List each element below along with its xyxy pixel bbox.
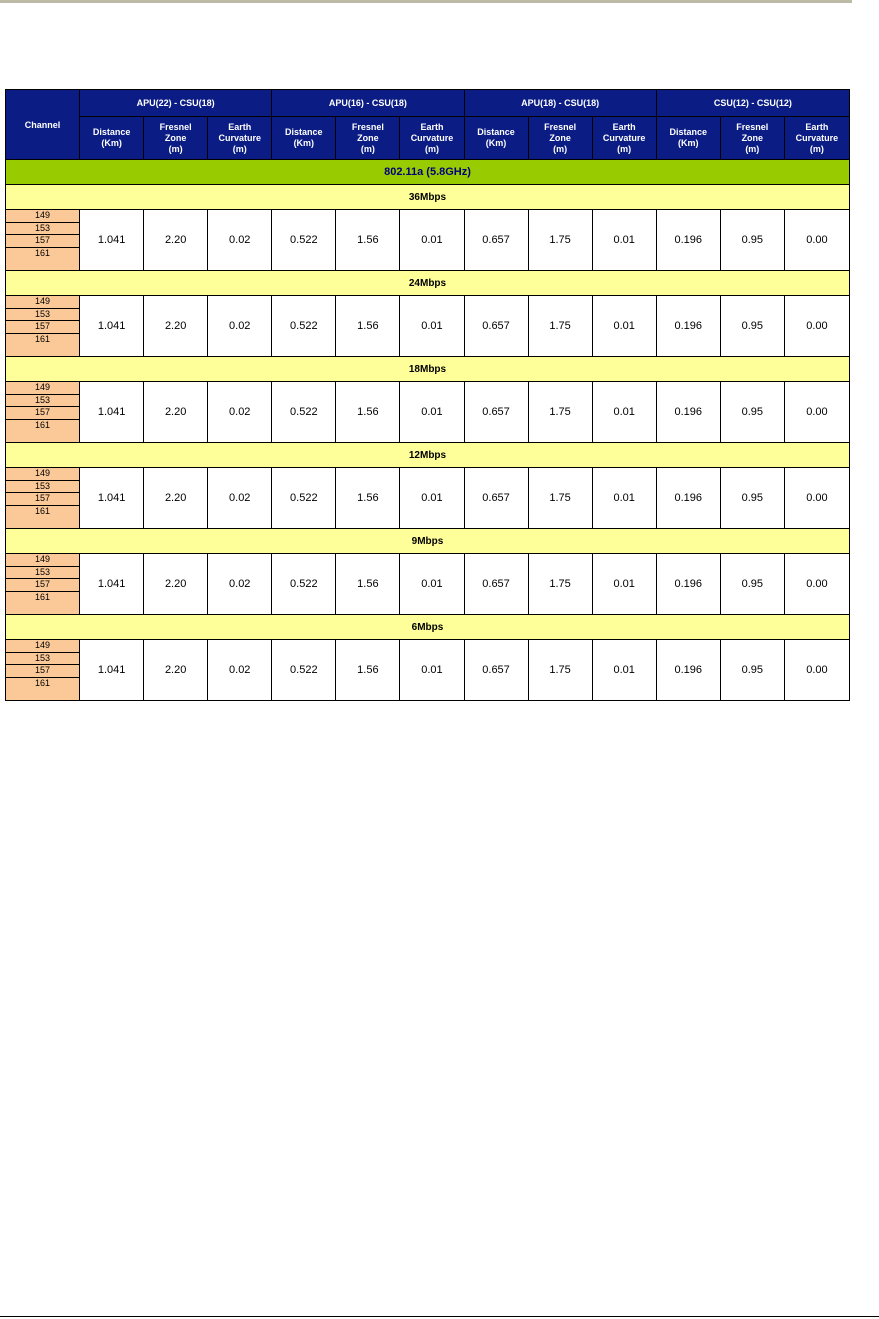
channel-list [6, 554, 80, 615]
value-cell: 0.00 [784, 296, 849, 357]
value-cell: 1.56 [336, 296, 400, 357]
channel-number: 153 [6, 309, 79, 322]
value-cell: 2.20 [144, 210, 208, 271]
column-header-line: (m) [424, 143, 439, 154]
value-cell: 1.75 [528, 296, 592, 357]
column-header [592, 117, 656, 160]
column-header-line: Distance [92, 127, 131, 137]
value-cell: 1.75 [528, 554, 592, 615]
column-header-line: Curvature [602, 132, 646, 143]
value-cell: 0.196 [656, 210, 720, 271]
value-cell: 0.657 [464, 640, 528, 701]
rate-label: 36Mbps [6, 185, 850, 210]
rate-label: 6Mbps [6, 615, 850, 640]
column-header-line: (m) [745, 143, 760, 154]
value-cell: 0.00 [784, 210, 849, 271]
value-cell: 0.196 [656, 296, 720, 357]
value-cell: 0.01 [592, 296, 656, 357]
value-cell: 2.20 [144, 554, 208, 615]
column-header-line: Zone [549, 132, 571, 143]
value-cell: 0.95 [720, 210, 784, 271]
value-cell: 0.02 [208, 382, 272, 443]
column-header-line: Fresnel [159, 121, 192, 132]
value-cell: 0.196 [656, 468, 720, 529]
column-header [400, 117, 464, 160]
channel-number: 153 [6, 567, 79, 580]
channel-number: 153 [6, 223, 79, 236]
value-cell: 0.657 [464, 296, 528, 357]
value-cell: 1.041 [80, 640, 144, 701]
value-cell: 0.01 [592, 468, 656, 529]
value-cell: 0.02 [208, 210, 272, 271]
column-header-line: (m) [809, 143, 824, 154]
table-row [6, 382, 850, 443]
column-header-line: (m) [617, 143, 632, 154]
channel-number: 157 [6, 321, 79, 334]
column-header [784, 117, 849, 160]
channel-number: 161 [35, 591, 51, 602]
rate-row [6, 271, 850, 296]
column-header [144, 117, 208, 160]
channel-number: 153 [6, 653, 79, 666]
rate-row [6, 443, 850, 468]
link-distance-table [5, 89, 850, 701]
value-cell: 0.657 [464, 468, 528, 529]
column-header-row [6, 117, 850, 160]
column-header-line: Curvature [795, 132, 839, 143]
group-header: CSU(12) - CSU(12) [656, 90, 849, 117]
value-cell: 1.75 [528, 382, 592, 443]
value-cell: 1.041 [80, 554, 144, 615]
value-cell: 0.95 [720, 640, 784, 701]
value-cell: 1.56 [336, 382, 400, 443]
column-header-line: (Km) [101, 138, 122, 148]
table-row [6, 210, 850, 271]
channel-number: 157 [6, 235, 79, 248]
value-cell: 1.56 [336, 210, 400, 271]
value-cell: 0.00 [784, 640, 849, 701]
value-cell: 1.56 [336, 640, 400, 701]
value-cell: 1.56 [336, 468, 400, 529]
value-cell: 0.522 [272, 210, 336, 271]
value-cell: 0.01 [400, 468, 464, 529]
column-header-line: Fresnel [351, 121, 384, 132]
value-cell: 0.01 [592, 640, 656, 701]
channel-list [6, 382, 80, 443]
rate-row [6, 185, 850, 210]
channel-number: 153 [6, 481, 79, 494]
channel-number: 153 [6, 395, 79, 408]
column-header-line: Distance [285, 127, 323, 137]
value-cell: 0.522 [272, 640, 336, 701]
column-header [80, 117, 144, 160]
value-cell: 0.95 [720, 382, 784, 443]
top-rule [0, 0, 852, 3]
channel-number: 149 [6, 554, 79, 567]
channel-number: 161 [35, 677, 51, 688]
column-header-line: Distance [477, 127, 515, 137]
channel-header: Channel [6, 90, 80, 160]
table-row [6, 296, 850, 357]
value-cell: 0.01 [592, 210, 656, 271]
value-cell: 0.02 [208, 554, 272, 615]
column-header-line: Zone [357, 132, 379, 143]
group-header: APU(16) - CSU(18) [272, 90, 464, 117]
value-cell: 0.95 [720, 296, 784, 357]
value-cell: 0.01 [400, 210, 464, 271]
column-header-line: (Km) [485, 138, 507, 148]
channel-list [6, 210, 80, 271]
channel-number: 149 [6, 468, 79, 481]
group-header: APU(22) - CSU(18) [80, 90, 272, 117]
table-row [6, 640, 850, 701]
column-header-line: (Km) [293, 138, 315, 148]
bottom-rule [0, 1316, 879, 1317]
value-cell: 0.02 [208, 296, 272, 357]
channel-number: 149 [6, 210, 79, 223]
group-header-row [6, 90, 850, 117]
column-header [272, 117, 336, 160]
column-header-line: (m) [168, 143, 183, 154]
column-header-line: (m) [553, 143, 568, 154]
column-header-line: Fresnel [544, 121, 577, 132]
channel-number: 161 [35, 505, 51, 516]
column-header [720, 117, 784, 160]
value-cell: 0.00 [784, 382, 849, 443]
value-cell: 0.657 [464, 554, 528, 615]
value-cell: 1.75 [528, 468, 592, 529]
column-header-line: Earth [228, 121, 252, 132]
band-row [6, 160, 850, 185]
value-cell: 2.20 [144, 640, 208, 701]
value-cell: 1.041 [80, 468, 144, 529]
value-cell: 1.041 [80, 296, 144, 357]
column-header [464, 117, 528, 160]
value-cell: 0.00 [784, 468, 849, 529]
channel-number: 157 [6, 579, 79, 592]
value-cell: 0.01 [400, 554, 464, 615]
channel-number: 157 [6, 407, 79, 420]
rate-row [6, 615, 850, 640]
rate-row [6, 529, 850, 554]
column-header-line: Distance [669, 127, 708, 137]
rate-label: 12Mbps [6, 443, 850, 468]
column-header-line: Earth [612, 121, 636, 132]
column-header-line: Curvature [410, 132, 454, 143]
value-cell: 0.01 [592, 554, 656, 615]
column-header-line: (Km) [678, 138, 699, 148]
value-cell: 0.657 [464, 382, 528, 443]
column-header [528, 117, 592, 160]
value-cell: 0.01 [400, 296, 464, 357]
table-body [6, 160, 850, 701]
value-cell: 1.75 [528, 640, 592, 701]
column-header-line: Zone [741, 132, 764, 143]
column-header [336, 117, 400, 160]
channel-number: 161 [35, 247, 51, 258]
value-cell: 0.522 [272, 382, 336, 443]
column-header-line: Curvature [218, 132, 261, 143]
column-header-line: (m) [360, 143, 375, 154]
rate-label: 18Mbps [6, 357, 850, 382]
channel-number: 157 [6, 665, 79, 678]
group-header: APU(18) - CSU(18) [464, 90, 656, 117]
channel-number: 149 [6, 296, 79, 309]
value-cell: 0.657 [464, 210, 528, 271]
column-header [656, 117, 720, 160]
value-cell: 0.01 [400, 640, 464, 701]
value-cell: 0.00 [784, 554, 849, 615]
column-header-line: Fresnel [736, 121, 769, 132]
channel-number: 161 [35, 419, 51, 430]
value-cell: 1.75 [528, 210, 592, 271]
table-row [6, 468, 850, 529]
channel-list [6, 468, 80, 529]
column-header-line: Earth [420, 121, 444, 132]
value-cell: 2.20 [144, 468, 208, 529]
column-header-line: (m) [232, 143, 247, 154]
value-cell: 0.522 [272, 296, 336, 357]
rate-label: 24Mbps [6, 271, 850, 296]
value-cell: 0.196 [656, 554, 720, 615]
column-header [208, 117, 272, 160]
value-cell: 1.56 [336, 554, 400, 615]
value-cell: 0.02 [208, 468, 272, 529]
channel-list [6, 296, 80, 357]
column-header-line: Zone [164, 132, 187, 143]
value-cell: 0.522 [272, 554, 336, 615]
value-cell: 0.01 [400, 382, 464, 443]
band-label: 802.11a (5.8GHz) [6, 160, 850, 185]
value-cell: 2.20 [144, 382, 208, 443]
value-cell: 0.522 [272, 468, 336, 529]
channel-number: 149 [6, 640, 79, 653]
column-header-line: Earth [805, 121, 829, 132]
value-cell: 0.196 [656, 640, 720, 701]
channel-number: 161 [35, 333, 51, 344]
value-cell: 1.041 [80, 382, 144, 443]
value-cell: 0.196 [656, 382, 720, 443]
channel-number: 157 [6, 493, 79, 506]
rate-row [6, 357, 850, 382]
value-cell: 0.95 [720, 468, 784, 529]
value-cell: 0.02 [208, 640, 272, 701]
value-cell: 2.20 [144, 296, 208, 357]
value-cell: 1.041 [80, 210, 144, 271]
channel-list [6, 640, 80, 701]
rate-label: 9Mbps [6, 529, 850, 554]
value-cell: 0.95 [720, 554, 784, 615]
value-cell: 0.01 [592, 382, 656, 443]
table-row [6, 554, 850, 615]
channel-number: 149 [6, 382, 79, 395]
